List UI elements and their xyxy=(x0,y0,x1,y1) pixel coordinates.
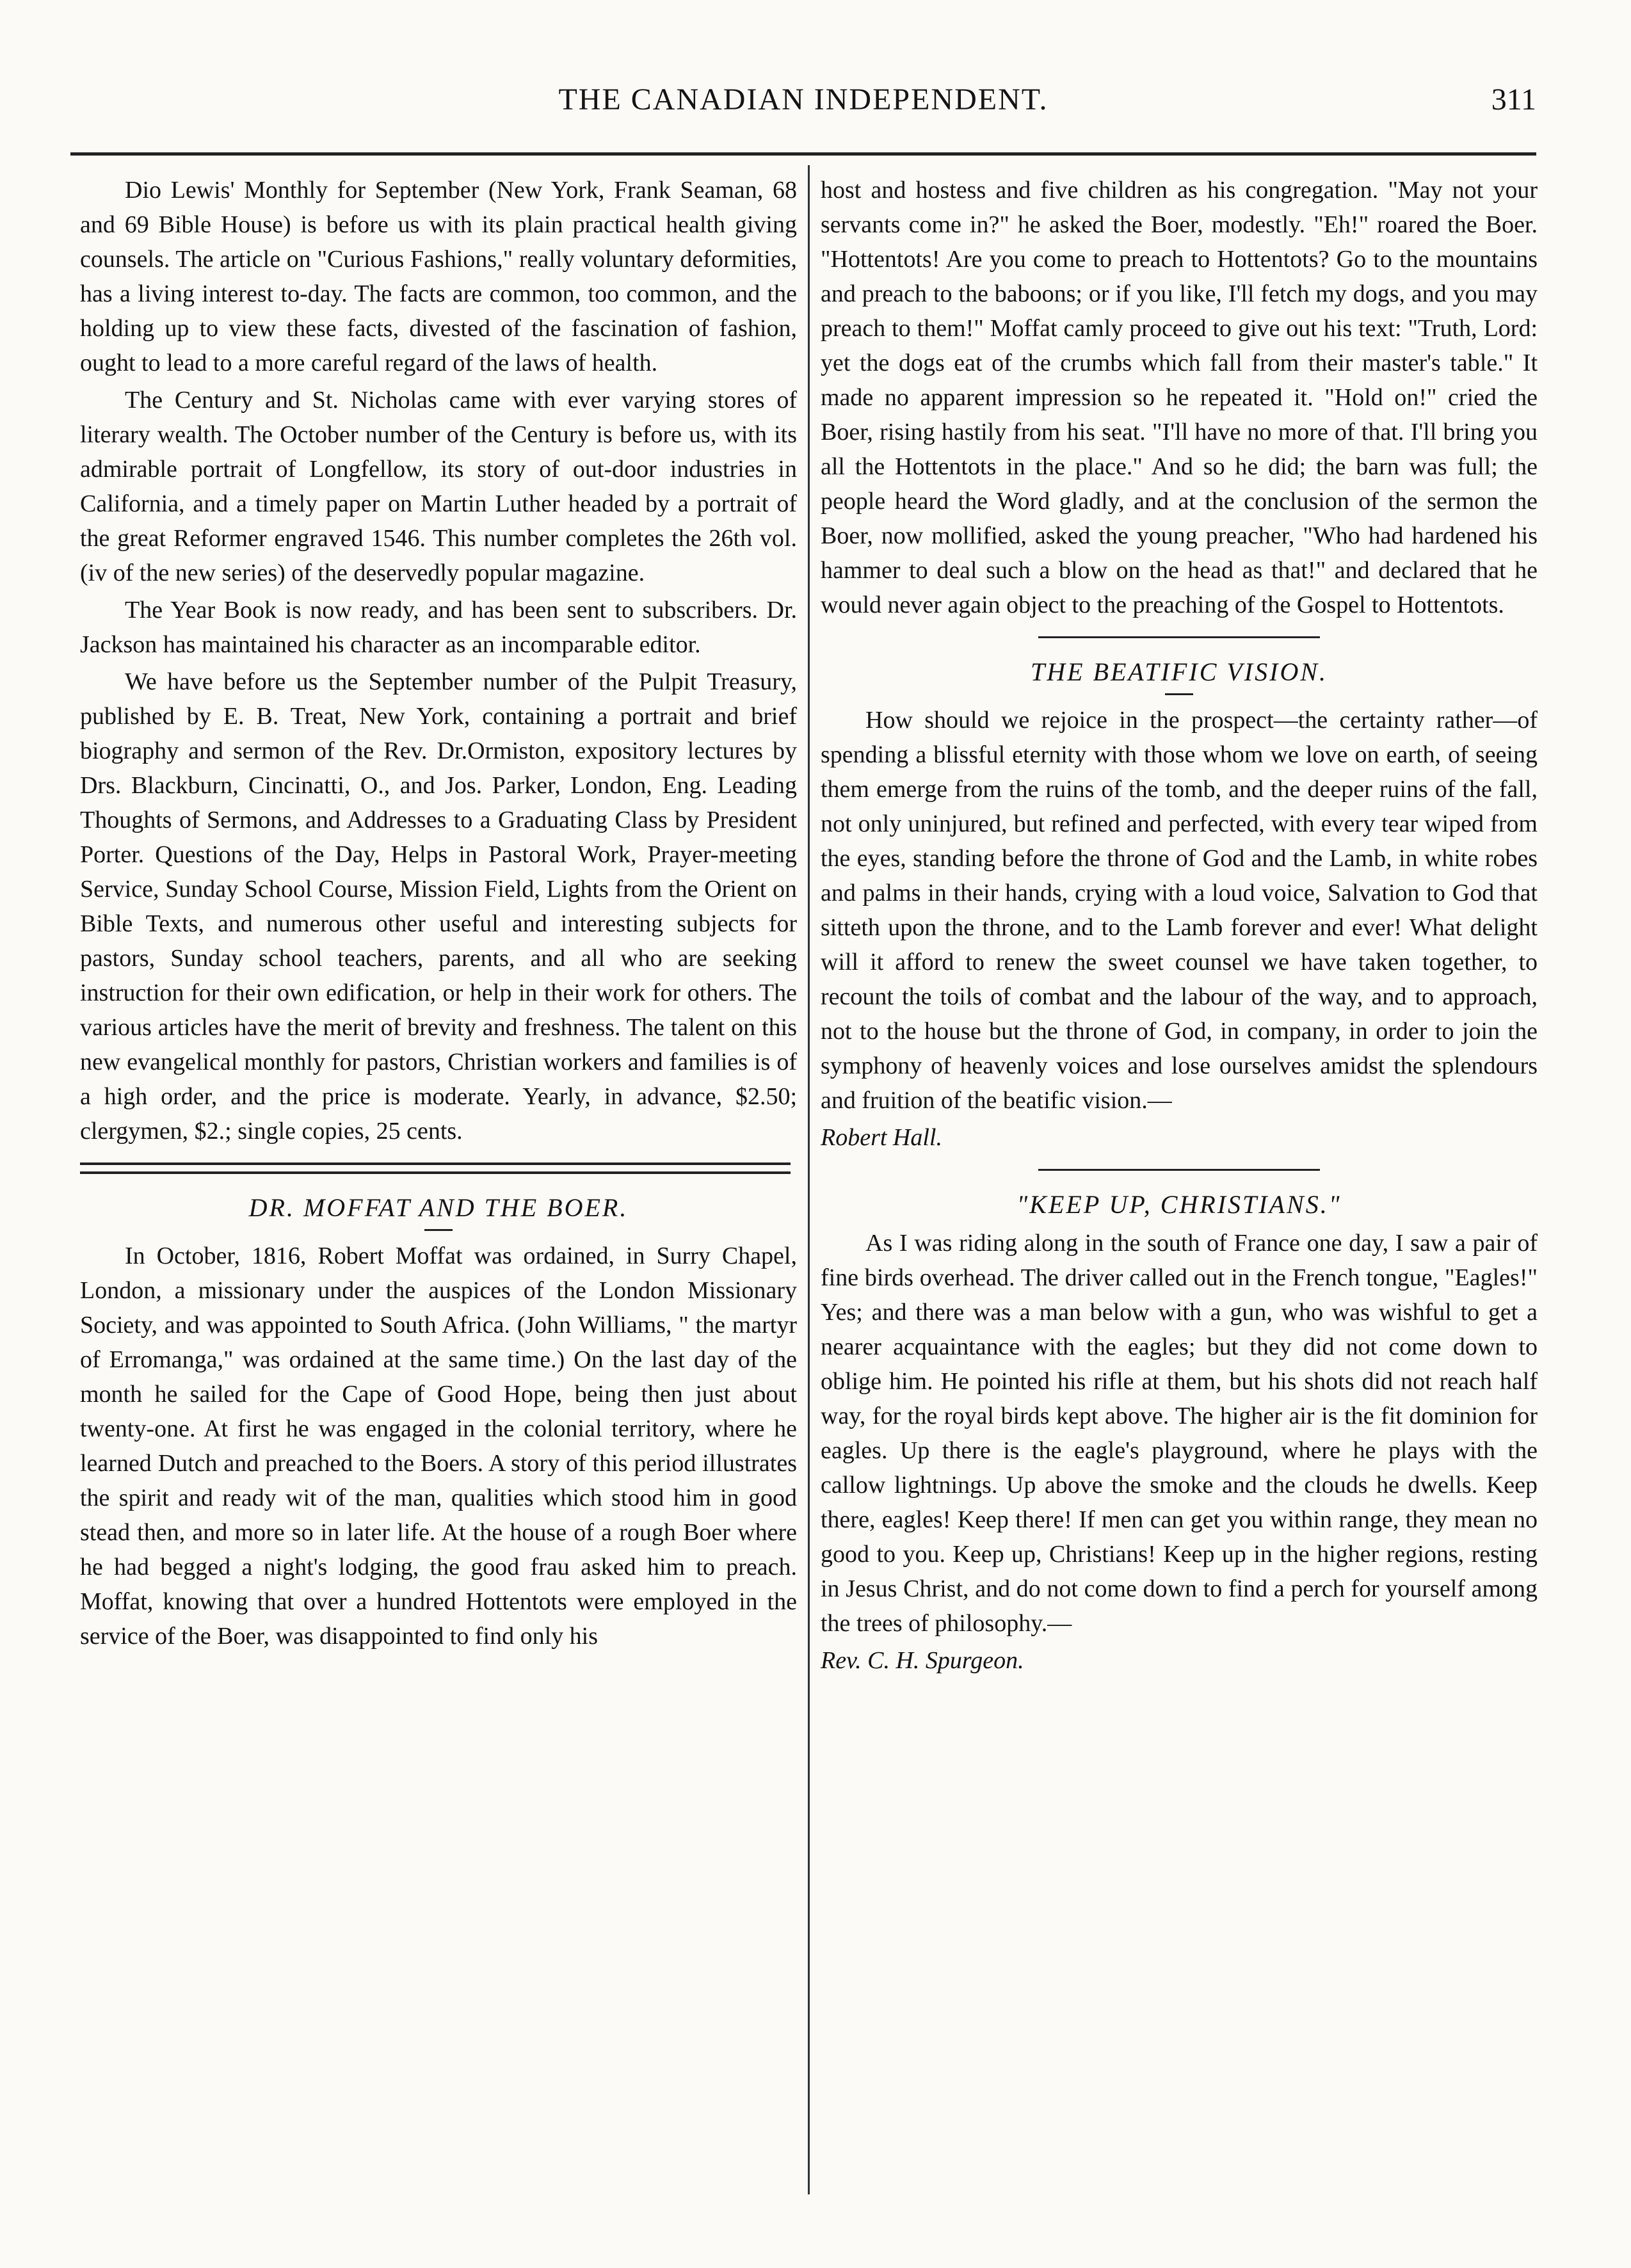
keep-up-author: Rev. C. H. Spurgeon. xyxy=(821,1647,1024,1674)
keep-up-text: As I was riding along in the south of France one day, I saw a pair of fine birds overhead. The driver called out in the French tongue, "Eagles!" Yes; and there was a man below with a gun, who was wishful to get a nearer acquaintance with the eagles; but they did not come down to oblige him. He pointed his rifle at them, but his shots did not reach half way, for the royal birds kept above. The higher air is the fit dominion for eagles. Up there is the eagle's playground, where he plays with the callow lightnings. Up above the smoke and the clouds he dwells. Keep there, eagles! Keep there! If men can get you within range, they mean no good to you. Keep up, Christians! Keep up in the higher regions, resting in Jesus Christ, and do not come down to find a perch for yourself among the trees of philosophy.— xyxy=(821,1230,1538,1637)
page-number: 311 xyxy=(1491,83,1536,117)
moffat-text-part1: In October, 1816, Robert Moffat was ordained, in Surry Chapel, London, a missionary under the auspices of the London Missionary Society, and was appointed to South Africa. (John Williams, " the martyr of Erromanga," was ordained at the same time.) On the last day of the month he sailed for the Cape of Good Hope, being then just about twenty-one. At first he was engaged in the colonial territory, where he learned Dutch and preached to the Boers. A story of this period illustrates the spirit and ready wit of the man, qualities which stood him in good stead then, and more so in later life. At the house of a rough Boer where he had begged a night's lodging, the good frau asked him to preach. Moffat, knowing that over a hundred Hottentots were employed in the service of the Boer, was disappointed to find only his xyxy=(80,1243,797,1650)
vision-author: Robert Hall. xyxy=(821,1124,942,1151)
moffat-title: DR. MOFFAT AND THE BOER. xyxy=(248,1193,629,1222)
review-year-book: The Year Book is now ready, and has been sent to subscribers. Dr. Jackson has maintained his character as an incomparable editor. xyxy=(80,597,797,658)
moffat-text-part2: host and hostess and five children as his congregation. "May not your servants come in?" he asked the Boer, modestly. "Eh!" roared the Boer. "Hottentots! Are you come to preach to Hottentots? Go to the mountains and preach to the baboons; or if you like, I'll fetch my dogs, and you may preach to them!" Moffat camly proceed to give out his text: "Truth, Lord: yet the dogs eat of the crumbs which fall from their master's table." It made no apparent impression so he repeated it. "Hold on!" cried the Boer, rising hastily from his seat. "I'll have no more of that. I'll bring you all the Hottentots in the place." And so he did; the barn was full; the people heard the Word gladly, and at the conclusion of the sermon the Boer, now mollified, asked the young preacher, "Who had hardened his hammer to deal such a blow on the head as that!" and declared that he would never again object to the preaching of the Gospel to Hottentots. xyxy=(821,177,1538,618)
section-rule xyxy=(1038,1169,1320,1171)
title-rule xyxy=(1165,693,1193,695)
section-double-rule xyxy=(80,1162,791,1174)
vision-title: THE BEATIFIC VISION. xyxy=(1030,657,1328,686)
vision-text: How should we rejoice in the prospect—the certainty rather—of spending a blissful eternity with those whom we love on earth, of seeing them emerge from the ruins of the tomb, and the deeper ruins of the fall, not only uninjured, but refined and perfected, with every tear wiped from the eyes, standing before the throne of God and the Lamb, in white robes and palms in their hands, crying with a loud voice, Salvation to God that sitteth upon the throne, and to the Lamb forever and ever! What delight will it afford to renew the sweet counsel we have taken together, to recount the toils of combat and the labour of the way, and to approach, not to the house but the throne of God, in company, in order to join the symphony of heavenly voices and lose ourselves amidst the splendours and fruition of the beatific vision.— xyxy=(821,707,1538,1114)
review-dio-lewis: Dio Lewis' Monthly for September (New York, Frank Seaman, 68 and 69 Bible House) is before us with its plain practical health giving counsels. The article on "Curious Fashions," really voluntary deformities, has a living interest to-day. The facts are common, too common, and the holding up to view these facts, divested of the fascination of fashion, ought to lead to a more careful regard of the laws of health. xyxy=(80,177,797,376)
review-pulpit-treasury: We have before us the September number of the Pulpit Treasury, published by E. B. Treat, New York, containing a portrait and brief biography and sermon of the Rev. Dr.Ormiston, expository lectures by Drs. Blackburn, Cincinatti, O., and Jos. Parker, London, Eng. Leading Thoughts of Sermons, and Addresses to a Graduating Class by President Porter. Questions of the Day, Helps in Pastoral Work, Prayer-meeting Service, Sunday School Course, Mission Field, Lights from the Orient on Bible Texts, and numerous other useful and interesting subjects for pastors, Sunday school teachers, parents, and all who are seeking instruction for their own edification, or help in their work for others. The various articles have the merit of brevity and freshness. The talent on this new evangelical monthly for pastors, Christian workers and families is of a high order, and the price is moderate. Yearly, in advance, $2.50; clergymen, $2.; single copies, 25 cents. xyxy=(80,668,797,1145)
page-header xyxy=(70,45,1536,128)
journal-title: THE CANADIAN INDEPENDENT. xyxy=(558,83,1048,117)
left-column xyxy=(80,173,797,1653)
header-rule xyxy=(70,152,1536,156)
column-divider xyxy=(808,165,810,2194)
right-column xyxy=(821,173,1538,1678)
review-century: The Century and St. Nicholas came with ever varying stores of literary wealth. The October number of the Century is before us, with its admirable portrait of Longfellow, its story of out-door industries in California, and a timely paper on Martin Luther headed by a portrait of the great Reformer engraved 1546. This number completes the 26th vol. (iv of the new series) of the deservedly popular magazine. xyxy=(80,387,797,586)
keep-up-title: "KEEP UP, CHRISTIANS." xyxy=(1016,1190,1342,1219)
title-rule xyxy=(424,1229,453,1231)
section-rule xyxy=(1038,636,1320,638)
